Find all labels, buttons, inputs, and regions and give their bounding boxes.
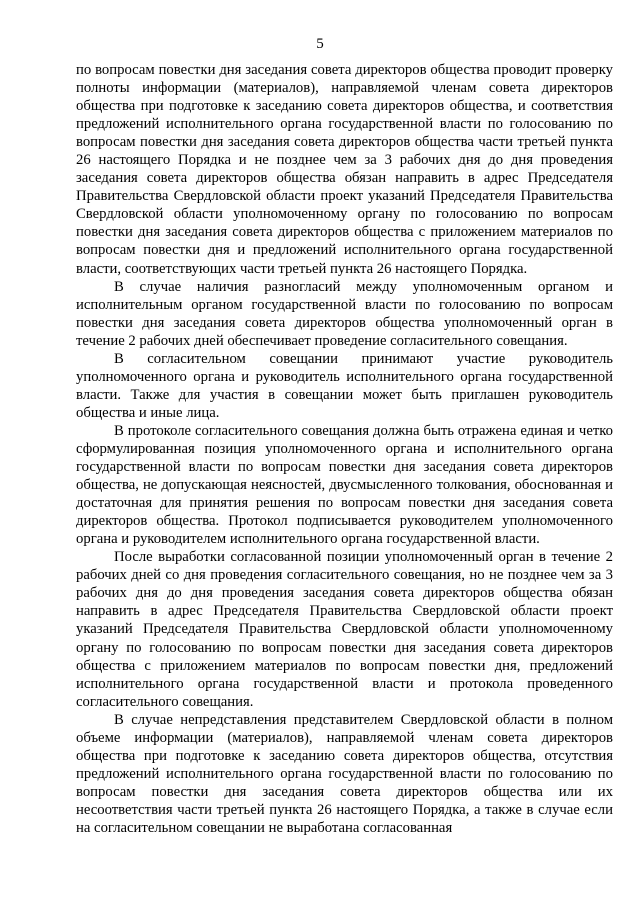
paragraph-non-submission: В случае непредставления представителем Свердловской области в полном объеме информации (материалов), направляемой членам совета директоров общества при подготовке к заседанию совета директоров общества, отсутствия предложений исполнительного органа государственной власти по голосованию по вопросам повестки дня заседания совета директоров общества или их несоответствия части третьей пункта 26 настоящего Порядка, а также в случае если на согласительном совещании не выработана согласованная [76, 711, 613, 836]
paragraph-protocol: В протоколе согласительного совещания должна быть отражена единая и четко сформулированная позиция уполномоченного органа и исполнительного органа государственной власти по вопросам повестки дня заседания совета директоров общества, не допускающая неясностей, двусмысленного толкования, обоснованная и достаточная для принятия решения по вопросам повестки дня заседания совета директоров общества. Протокол подписывается руководителем уполномоченного органа и руководителем исполнительного органа государственной власти. [76, 422, 613, 548]
paragraph-disagreement: В случае наличия разногласий между уполномоченным органом и исполнительным органом государственной власти по голосованию по вопросам повестки дня заседания совета директоров общества уполномоченный орган в течение 2 рабочих дней обеспечивает проведение согласительного совещания. [76, 278, 613, 349]
body-text [76, 61, 613, 837]
paragraph-agreed-position: После выработки согласованной позиции уполномоченный орган в течение 2 рабочих дней со дня проведения согласительного совещания, но не позднее чем за 3 рабочих дня до дня проведения заседания совета директоров общества обязан направить в адрес Председателя Правительства Свердловской области проект указаний Председателя Правительства Свердловской области уполномоченному органу по голосованию по вопросам повестки дня заседания совета директоров общества с приложением материалов по вопросам повестки дня, предложений исполнительного органа государственной власти и протокола проведенного согласительного совещания. [76, 549, 613, 710]
paragraph-participants: В согласительном совещании принимают участие руководитель уполномоченного органа и руководитель исполнительного органа государственной власти. Также для участия в совещании может быть приглашен руководитель общества и иные лица. [76, 350, 613, 421]
page-number: 5 [316, 36, 324, 52]
paragraph-continuation: по вопросам повестки дня заседания совета директоров общества проводит проверку полноты информации (материалов), направляемой членам совета директоров общества при подготовке к заседанию совета директоров общества, и соответствия предложений исполнительного органа государственной власти по голосованию по вопросам повестки дня заседания совета директоров общества части третьей пункта 26 настоящего Порядка и не позднее чем за 3 рабочих дня до дня проведения заседания совета директоров общества обязан направить в адрес Председателя Правительства Свердловской области проект указаний Председателя Правительства Свердловской области уполномоченному органу по голосованию по вопросам повестки дня заседания совета директоров общества с приложением материалов по вопросам повестки дня и предложений исполнительного органа государственной власти, соответствующих части третьей пункта 26 настоящего Порядка. [76, 62, 613, 277]
